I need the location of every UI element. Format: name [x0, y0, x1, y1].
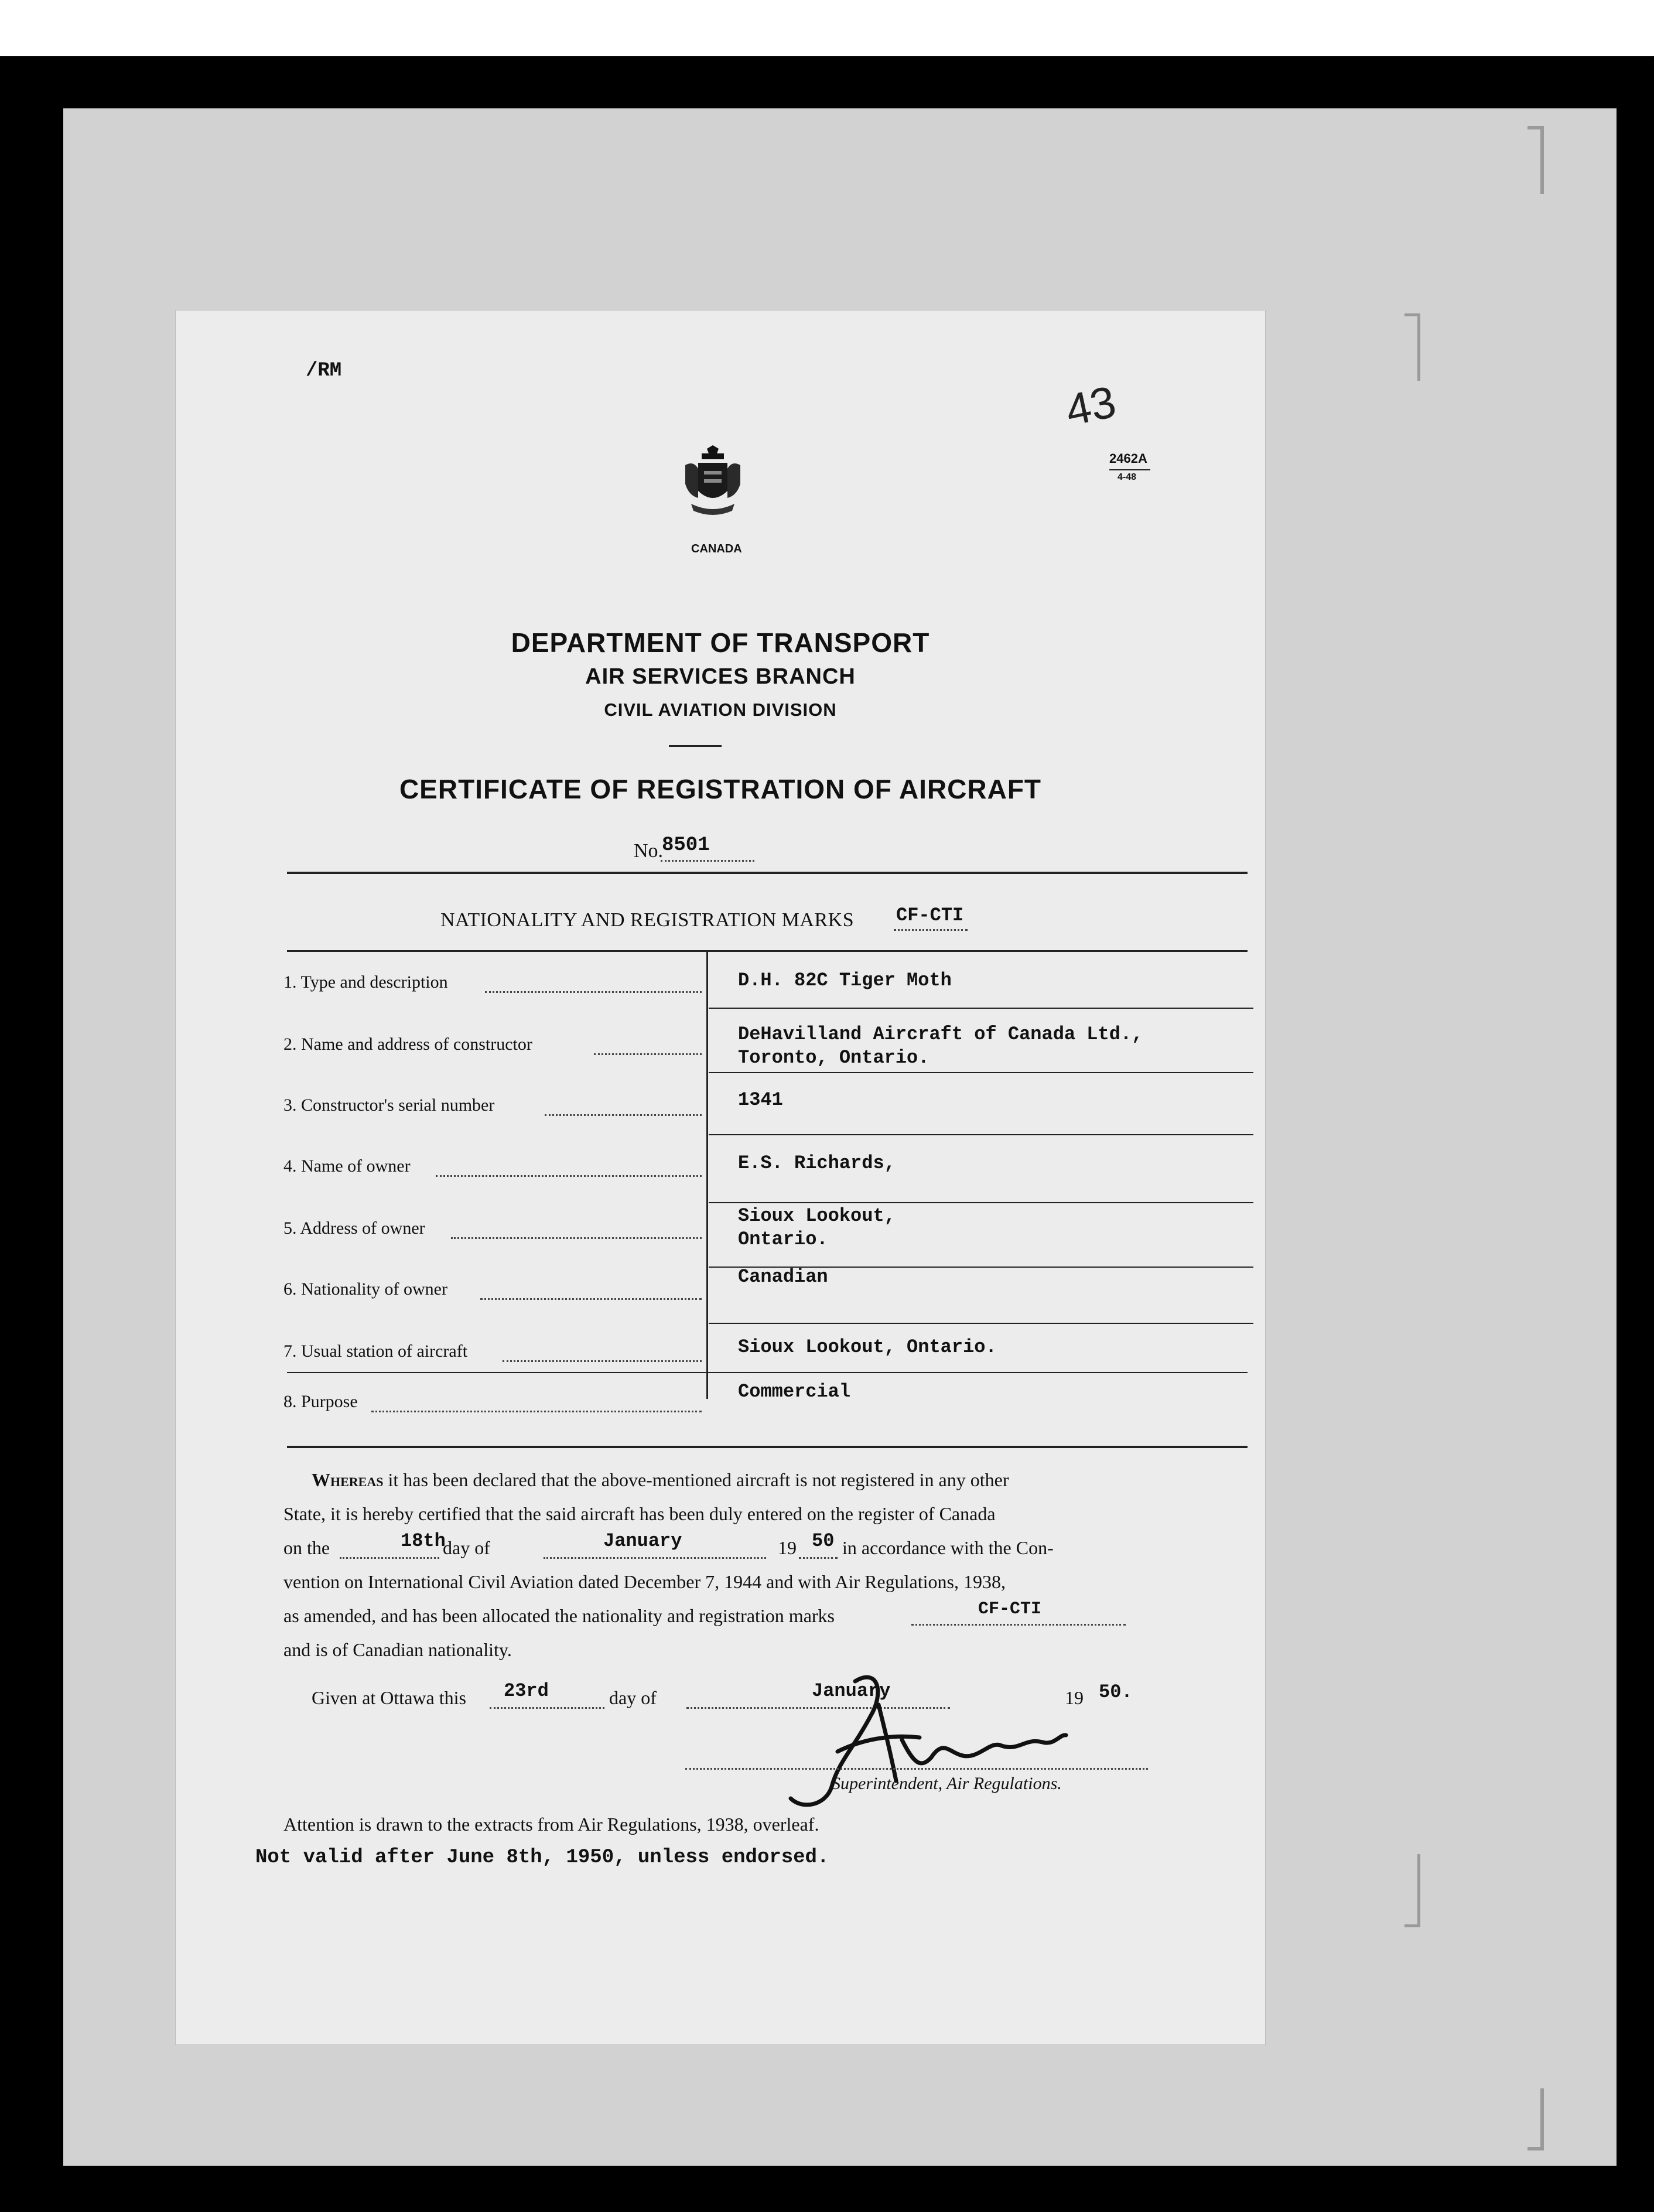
nationality-marks-value: CF-CTI: [896, 904, 964, 926]
certificate-document: [176, 310, 1265, 2044]
day-dotted-line: [340, 1557, 439, 1559]
validity-stamp: Not valid after June 8th, 1950, unless endorsed.: [255, 1846, 829, 1869]
year-dotted-line: [799, 1557, 838, 1559]
row-value-constructor: DeHavilland Aircraft of Canada Ltd.,: [738, 1023, 1143, 1045]
issue-line-dayof: day of: [609, 1687, 657, 1708]
number-dotted-line: [661, 860, 754, 862]
corner-bracket: [1404, 313, 1420, 381]
row-rule: [709, 1008, 1253, 1009]
rows-top-rule: [287, 950, 1248, 952]
row-dotted-line: [545, 1114, 702, 1116]
row-value-purpose: Commercial: [738, 1381, 851, 1402]
row-label-serial: 3. Constructor's serial number: [283, 1095, 495, 1115]
title-divider: [669, 745, 722, 747]
row-value-owner: E.S. Richards,: [738, 1152, 896, 1174]
paragraph-line-5: as amended, and has been allocated the nationality and registration marks: [283, 1605, 835, 1626]
row-rule: [709, 1323, 1253, 1324]
row-label-owner: 4. Name of owner: [283, 1156, 411, 1176]
row-dotted-line: [480, 1298, 702, 1300]
issue-day-dotted-line: [490, 1707, 604, 1709]
certificate-number: 8501: [662, 834, 710, 856]
certificate-title: CERTIFICATE OF REGISTRATION OF AIRCRAFT: [399, 774, 1042, 804]
number-label: No.: [634, 840, 664, 862]
row-dotted-line: [503, 1360, 702, 1362]
row-rule: [709, 1134, 1253, 1135]
paragraph-line-3-start: on the: [283, 1537, 330, 1558]
row-value-nationality: Canadian: [738, 1266, 828, 1288]
coat-of-arms-caption: CANADA: [691, 542, 742, 555]
form-number: 2462A: [1109, 451, 1147, 466]
row-label-nationality: 6. Nationality of owner: [283, 1279, 447, 1299]
row-label-station: 7. Usual station of aircraft: [283, 1341, 468, 1361]
table-bottom-rule: [287, 1446, 1248, 1448]
nationality-marks-dotted-line: [894, 929, 968, 931]
registration-day: 18th: [401, 1530, 446, 1552]
row-dotted-line: [371, 1411, 702, 1412]
marks-dotted-line: [911, 1624, 1126, 1626]
issue-year: 50.: [1099, 1681, 1133, 1703]
division-title: CIVIL AVIATION DIVISION: [604, 699, 837, 720]
row-value-type: D.H. 82C Tiger Moth: [738, 970, 952, 991]
signatory-title: Superintendent, Air Regulations.: [832, 1774, 1062, 1793]
coat-of-arms-icon: [681, 445, 745, 539]
row-dotted-line: [594, 1053, 702, 1055]
row-dotted-line: [451, 1237, 702, 1239]
form-date: 4-48: [1118, 472, 1137, 482]
row-label-type: 1. Type and description: [283, 972, 448, 992]
row-label-constructor: 2. Name and address of constructor: [283, 1035, 532, 1054]
registration-year: 50: [812, 1530, 835, 1552]
paragraph-line-1: Whereas it has been declared that the above-mentioned aircraft is not registered in any other: [312, 1469, 1009, 1490]
form-number-rule: [1109, 469, 1150, 470]
issue-month: January: [812, 1680, 891, 1702]
row-value-station: Sioux Lookout, Ontario.: [738, 1336, 997, 1358]
film-top-strip: [0, 0, 1654, 56]
corner-bracket: [1404, 1854, 1420, 1927]
file-reference: /RM: [306, 360, 342, 382]
paragraph-line-3-end: in accordance with the Con-: [842, 1537, 1054, 1558]
signature-dotted-line: [685, 1768, 1148, 1770]
row-label-purpose: 8. Purpose: [283, 1392, 358, 1411]
corner-bracket: [1527, 2088, 1544, 2150]
row-rule: [287, 1372, 1248, 1373]
paragraph-line-4: vention on International Civil Aviation dated December 7, 1944 and with Air Regulations, 1938,: [283, 1571, 1006, 1592]
row-value-serial: 1341: [738, 1089, 783, 1111]
month-dotted-line: [544, 1557, 766, 1559]
attention-note: Attention is drawn to the extracts from Air Regulations, 1938, overleaf.: [283, 1814, 819, 1835]
allocated-marks: CF-CTI: [978, 1599, 1042, 1619]
department-title: DEPARTMENT OF TRANSPORT: [511, 627, 930, 658]
row-dotted-line: [436, 1175, 702, 1177]
row-dotted-line: [485, 991, 702, 993]
issue-line-start: Given at Ottawa this: [312, 1687, 466, 1708]
row-value-constructor-address: Toronto, Ontario.: [738, 1047, 929, 1069]
row-value-owner-address: Sioux Lookout,: [738, 1205, 896, 1227]
paragraph-line-3-century: 19: [778, 1537, 797, 1558]
nationality-marks-label: NATIONALITY AND REGISTRATION MARKS: [440, 909, 855, 931]
paragraph-line-6: and is of Canadian nationality.: [283, 1639, 512, 1660]
issue-day: 23rd: [504, 1680, 549, 1702]
row-rule: [709, 1072, 1253, 1073]
issue-century: 19: [1065, 1687, 1084, 1708]
registration-month: January: [603, 1530, 682, 1552]
table-column-divider: [706, 951, 708, 1399]
row-value-owner-address-2: Ontario.: [738, 1228, 828, 1250]
table-top-rule: [287, 872, 1248, 874]
branch-title: AIR SERVICES BRANCH: [585, 664, 856, 689]
row-rule: [709, 1202, 1253, 1203]
film-top-border: [0, 56, 1654, 62]
paragraph-line-3-dayof: day of: [443, 1537, 490, 1558]
corner-bracket: [1527, 126, 1544, 194]
paragraph-line-2: State, it is hereby certified that the said aircraft has been duly entered on the register of Canada: [283, 1503, 996, 1524]
row-label-owner-address: 5. Address of owner: [283, 1218, 425, 1238]
page-number-handwritten: 43: [1061, 377, 1120, 436]
